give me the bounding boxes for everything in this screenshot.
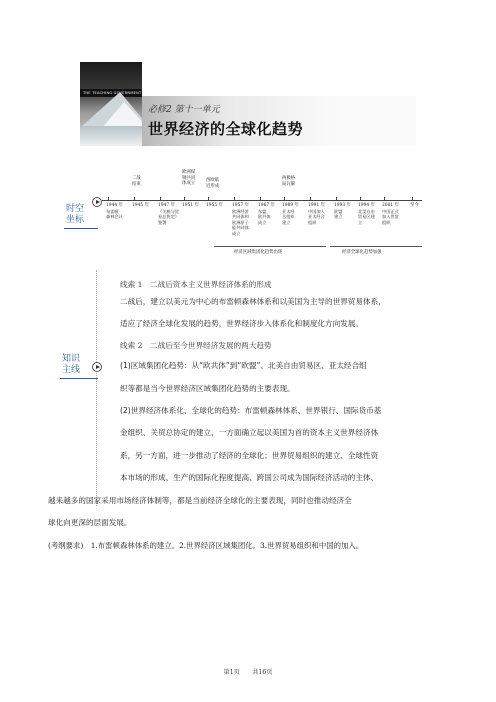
exam-requirements: (考纲要求) 1.布雷顿森林体系的建立。2.世界经济区域集团化。3.世界贸易组织和中国的加入。 bbox=[48, 541, 364, 550]
timeline-event: 布雷顿 森林会议 bbox=[106, 209, 123, 220]
bracket-right-label: 经济全球化趋势加强 bbox=[342, 250, 382, 255]
timeline-axis bbox=[102, 200, 422, 201]
clue-2-body-3: (2)世界经济体系化、全球化的趋势：布雷顿森林体系、世界银行、国际货币基 bbox=[120, 406, 382, 415]
bracket-left-line bbox=[214, 246, 326, 247]
clue-1-body-1: 二战后，建立以美元为中心的布雷顿森林体系和以美国为主导的世界贸易体系， bbox=[120, 297, 386, 306]
play-icon bbox=[92, 197, 102, 207]
timeline-label-underline bbox=[64, 228, 98, 229]
timeline-year: 1951 年 bbox=[182, 203, 199, 208]
timeline-year: 1957 年 bbox=[232, 203, 249, 208]
timeline-year: 1944 年 bbox=[106, 203, 123, 208]
clue-1-body-2: 适应了经济全球化发展的趋势，世界经济步入体系化和制度化方向发展。 bbox=[120, 319, 363, 328]
bracket-right-line bbox=[330, 246, 422, 247]
timeline-tick bbox=[234, 197, 235, 201]
timeline-tick bbox=[412, 197, 413, 201]
play-icon bbox=[92, 362, 102, 372]
timeline-event: 中国正式 加入世贸 组织 bbox=[382, 209, 399, 225]
timeline-tick bbox=[360, 197, 361, 201]
timeline-tick bbox=[108, 197, 109, 201]
timeline-year: 2001 年 bbox=[382, 203, 399, 208]
timeline-year: 1945 年 bbox=[132, 203, 149, 208]
clue-2-body-1: (1)区域集团化趋势：从“欧共体”到“欧盟”、北美自由贸易区、亚太经合组 bbox=[120, 361, 367, 370]
unit-label: 必修2 第十一单元 bbox=[148, 105, 220, 115]
timeline-tick bbox=[336, 197, 337, 201]
timeline-event: 东盟、 欧共体 成立 bbox=[258, 209, 271, 225]
clue-2-body-5: 系，另一方面，进一步推动了经济的全球化；世界贸易组织的建立、全球性资 bbox=[120, 451, 379, 460]
timeline-tick bbox=[310, 197, 311, 201]
timeline-above-event: 两极格 局瓦解 bbox=[282, 176, 296, 187]
timeline-tick bbox=[260, 197, 261, 201]
clue-1-heading: 线索 1 二战后资本主义世界经济体系的形成 bbox=[120, 280, 272, 289]
timeline-year: 至今 bbox=[410, 203, 419, 208]
timeline-tick bbox=[284, 197, 285, 201]
timeline-event: 亚太经 合组织 建立 bbox=[282, 209, 295, 225]
clue-2-heading: 线索 2 二战后至今世界经济发展的两大趋势 bbox=[120, 341, 272, 350]
timeline-event: 中国加入 亚太经合 组织 bbox=[308, 209, 325, 225]
timeline-above-event: 西欧临 近形成 bbox=[206, 178, 220, 189]
timeline-above-event: 欧洲煤 钢共同 体成立 bbox=[182, 170, 196, 187]
knowledge-label: 知识 主线 bbox=[62, 354, 81, 375]
page-title: 世界经济的全球化趋势 bbox=[148, 120, 304, 138]
timeline-year: 1993 年 bbox=[334, 203, 351, 208]
cover-image bbox=[80, 62, 142, 146]
page-number: 第1页 共16页 bbox=[223, 669, 273, 676]
timeline-year: 1989 年 bbox=[282, 203, 299, 208]
timeline-event: 北美自由 贸易区建 立 bbox=[358, 209, 375, 225]
timeline-year: 1991 年 bbox=[308, 203, 325, 208]
clue-2-body-2: 织等都是当今世界经济区域集团化趋势的主要表现。 bbox=[120, 384, 295, 393]
bracket-left-label: 经济区域集团化趋势出现 bbox=[234, 250, 283, 255]
timeline-year: 1994 年 bbox=[358, 203, 375, 208]
timeline-above-event: 二战 结束 bbox=[132, 176, 141, 187]
timeline-label: 时空 坐标 bbox=[66, 204, 85, 225]
clue-2-body-6: 本市场的形成、生产的国际化程度提高、跨国公司成为国际经济活动的主体、 bbox=[120, 473, 379, 482]
timeline-event: 欧洲经济 共同体和 欧洲原子 能共同体 成立 bbox=[232, 209, 249, 236]
timeline-tick bbox=[134, 197, 135, 201]
timeline-year: 1955 年 bbox=[206, 203, 223, 208]
timeline-tick bbox=[208, 197, 209, 201]
timeline-tick bbox=[384, 197, 385, 201]
timeline-tick bbox=[184, 197, 185, 201]
clue-2-body-7: 越来越多的国家采用市场经济体制等，都是当前经济全球化的主要表现，同时也推动经济全 bbox=[48, 496, 352, 505]
clue-2-body-8: 球化向更深的层面发展。 bbox=[48, 518, 132, 527]
knowledge-label-underline bbox=[60, 378, 98, 379]
timeline-year: 1967 年 bbox=[258, 203, 275, 208]
cover-caption: THE TEACHING GOVERNMENT bbox=[80, 89, 142, 97]
timeline-event: 欧盟 建立 bbox=[334, 209, 343, 220]
timeline-event: 《关税与贸 易总协定》 签署 bbox=[158, 209, 179, 225]
timeline-tick bbox=[160, 197, 161, 201]
timeline-year: 1947 年 bbox=[158, 203, 175, 208]
section-divider bbox=[96, 270, 98, 506]
clue-2-body-4: 金组织、关贸总协定的建立，一方面确立起以美国为首的资本主义世界经济体 bbox=[120, 428, 379, 437]
